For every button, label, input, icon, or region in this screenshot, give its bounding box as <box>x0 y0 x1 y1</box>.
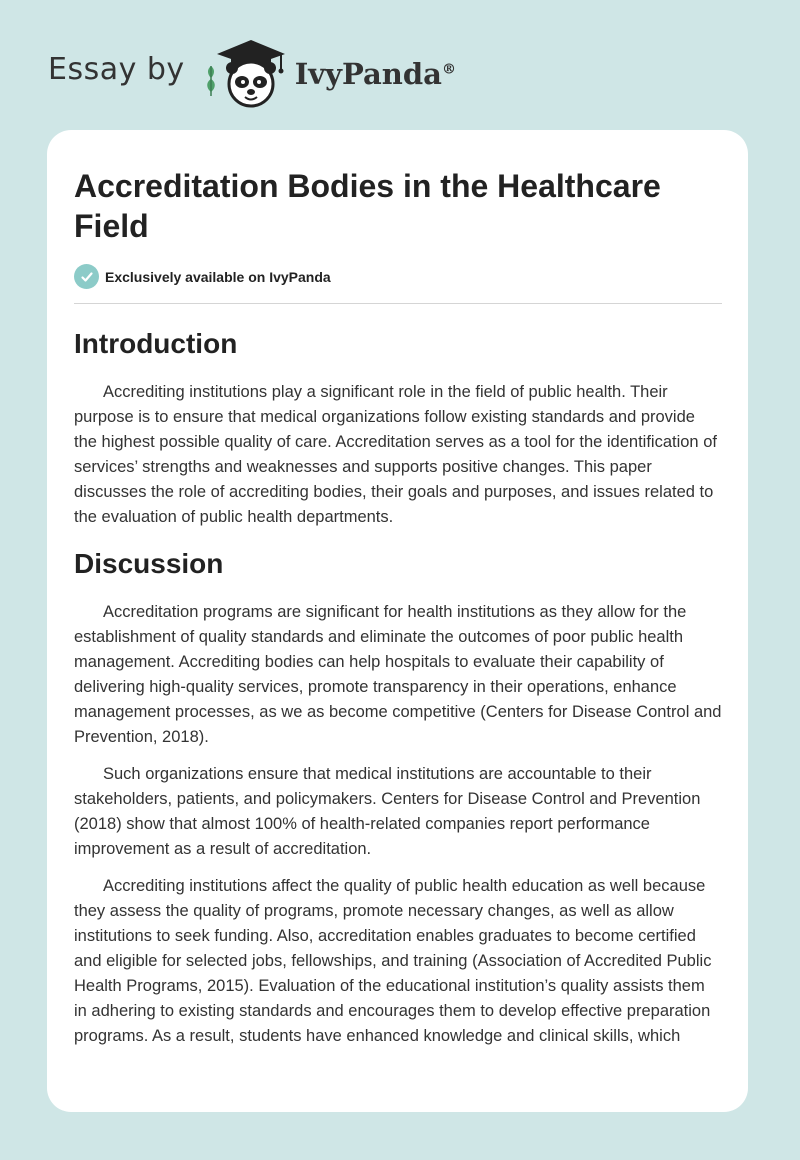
paragraph: Accreditation programs are significant for health institutions as they allow for the establishment of quality standards and eliminate the outcomes of poor public health management. Accrediting bodies can help hospitals to evaluate their capability of delivering high-quality services, promote transparency in their operations, enhance management processes, as we as become competitive (Centers for Disease Control and Prevention, 2018). <box>74 603 722 746</box>
paragraph: Accrediting institutions play a significant role in the field of public health. Their purpose is to ensure that medical organizations follow existing standards and provide the highest possible quality of care. Accreditation serves as a tool for the identification of services’ strengths and weaknesses and supports positive changes. This paper discusses the role of accrediting bodies, their goals and purposes, and issues related to the evaluation of public health departments. <box>74 383 717 526</box>
brand-name <box>295 57 456 91</box>
exclusive-badge <box>74 264 722 304</box>
registered-mark: ® <box>441 61 456 78</box>
brand-prefix: Essay by <box>48 51 185 87</box>
check-circle-icon <box>74 264 99 289</box>
section-heading-discussion: Discussion <box>74 548 224 579</box>
badge-text: Exclusively available on IvyPanda <box>105 268 331 285</box>
paragraph: Accrediting institutions affect the quality of public health education as well because they assess the quality of programs, promote necessary changes, as well as allow institutions to seek funding. Also, accreditation enables graduates to become certified and eligible for selected jobs, fellowships, and training (Association of Accredited Public Health Programs, 2015). Evaluation of the educational institution’s quality assists them in adhering to existing standards and encourages them to develop effective preparation programs. As a result, students have enhanced knowledge and clinical skills, which <box>74 877 712 1045</box>
essay-card <box>47 130 748 1112</box>
brand-name-text: IvyPanda <box>294 57 442 91</box>
panda-graduate-icon <box>201 36 293 108</box>
page-title: Accreditation Bodies in the Healthcare Field <box>74 168 661 244</box>
section-heading-introduction: Introduction <box>74 328 238 359</box>
brand-header <box>48 36 456 108</box>
paragraph: Such organizations ensure that medical institutions are accountable to their stakeholders, patients, and policymakers. Centers for Disease Control and Prevention (2018) show that almost 100% of health-related companies report performance improvement as a result of accreditation. <box>74 765 701 858</box>
